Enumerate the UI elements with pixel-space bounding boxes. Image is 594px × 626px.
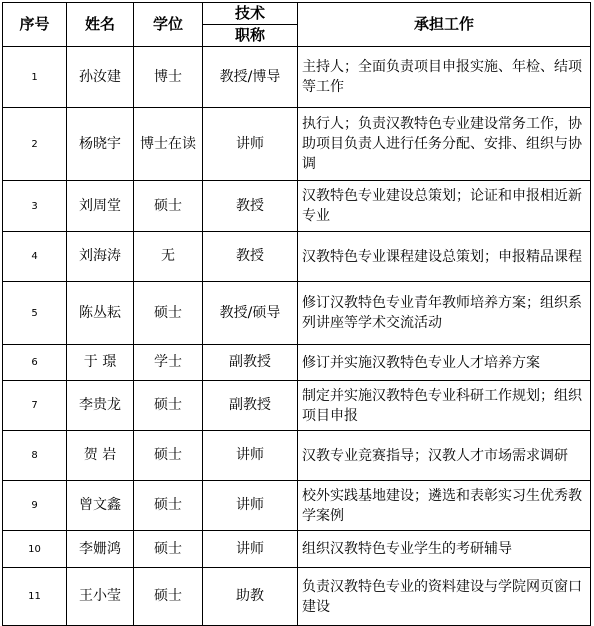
cell-no: 6 — [3, 345, 67, 381]
table-row — [3, 481, 591, 531]
cell-no: 4 — [3, 232, 67, 282]
cell-work: 修订汉教特色专业青年教师培养方案；组织系列讲座等学术交流活动 — [298, 282, 591, 345]
cell-work: 执行人；负责汉教特色专业建设常务工作，协助项目负责人进行任务分配、安排、组织与协调 — [298, 108, 591, 181]
col-header-title-bottom: 职称 — [203, 25, 298, 47]
cell-degree: 硕士 — [134, 568, 203, 626]
cell-work: 负责汉教特色专业的资料建设与学院网页窗口建设 — [298, 568, 591, 626]
cell-work: 修订并实施汉教特色专业人才培养方案 — [298, 345, 591, 381]
cell-no: 1 — [3, 47, 67, 108]
cell-no: 3 — [3, 181, 67, 232]
cell-work: 汉教特色专业课程建设总策划；申报精品课程 — [298, 232, 591, 282]
cell-degree: 硕士 — [134, 431, 203, 481]
table-row — [3, 568, 591, 626]
cell-name: 贺 岩 — [67, 431, 134, 481]
cell-title: 教授 — [203, 181, 298, 232]
cell-work: 制定并实施汉教特色专业科研工作规划；组织项目申报 — [298, 381, 591, 431]
team-members-table — [2, 2, 591, 626]
cell-no: 9 — [3, 481, 67, 531]
cell-work: 组织汉教特色专业学生的考研辅导 — [298, 531, 591, 568]
cell-name: 杨晓宇 — [67, 108, 134, 181]
cell-name: 刘周堂 — [67, 181, 134, 232]
table-row — [3, 282, 591, 345]
col-header-name: 姓名 — [67, 3, 134, 47]
col-header-title-top: 技术 — [203, 3, 298, 25]
cell-title: 教授/硕导 — [203, 282, 298, 345]
cell-degree: 硕士 — [134, 282, 203, 345]
cell-work: 主持人；全面负责项目申报实施、年检、结项等工作 — [298, 47, 591, 108]
cell-title: 教授/博导 — [203, 47, 298, 108]
cell-title: 讲师 — [203, 481, 298, 531]
cell-degree: 无 — [134, 232, 203, 282]
col-header-no: 序号 — [3, 3, 67, 47]
table-row — [3, 108, 591, 181]
cell-title: 教授 — [203, 232, 298, 282]
table-row — [3, 181, 591, 232]
cell-title: 讲师 — [203, 431, 298, 481]
cell-title: 讲师 — [203, 108, 298, 181]
cell-degree: 硕士 — [134, 531, 203, 568]
cell-degree: 博士在读 — [134, 108, 203, 181]
cell-name: 于 璟 — [67, 345, 134, 381]
col-header-work: 承担工作 — [298, 3, 591, 47]
table-row — [3, 531, 591, 568]
cell-degree: 博士 — [134, 47, 203, 108]
cell-name: 陈丛耘 — [67, 282, 134, 345]
cell-title: 副教授 — [203, 381, 298, 431]
cell-name: 李贵龙 — [67, 381, 134, 431]
cell-work: 校外实践基地建设；遴选和表彰实习生优秀教学案例 — [298, 481, 591, 531]
table-row — [3, 345, 591, 381]
cell-no: 7 — [3, 381, 67, 431]
cell-work: 汉教特色专业建设总策划；论证和申报相近新专业 — [298, 181, 591, 232]
cell-no: 5 — [3, 282, 67, 345]
cell-no: 10 — [3, 531, 67, 568]
cell-degree: 硕士 — [134, 381, 203, 431]
cell-name: 王小莹 — [67, 568, 134, 626]
cell-no: 2 — [3, 108, 67, 181]
cell-degree: 学士 — [134, 345, 203, 381]
cell-title: 讲师 — [203, 531, 298, 568]
cell-degree: 硕士 — [134, 481, 203, 531]
header-row — [3, 3, 591, 25]
cell-no: 8 — [3, 431, 67, 481]
cell-degree: 硕士 — [134, 181, 203, 232]
cell-name: 曾文鑫 — [67, 481, 134, 531]
cell-name: 孙汝建 — [67, 47, 134, 108]
cell-name: 刘海涛 — [67, 232, 134, 282]
cell-title: 助教 — [203, 568, 298, 626]
table-row — [3, 381, 591, 431]
table-row — [3, 232, 591, 282]
table-row — [3, 47, 591, 108]
cell-name: 李姗鸿 — [67, 531, 134, 568]
cell-no: 11 — [3, 568, 67, 626]
table-row — [3, 431, 591, 481]
cell-title: 副教授 — [203, 345, 298, 381]
col-header-degree: 学位 — [134, 3, 203, 47]
cell-work: 汉教专业竞赛指导；汉教人才市场需求调研 — [298, 431, 591, 481]
